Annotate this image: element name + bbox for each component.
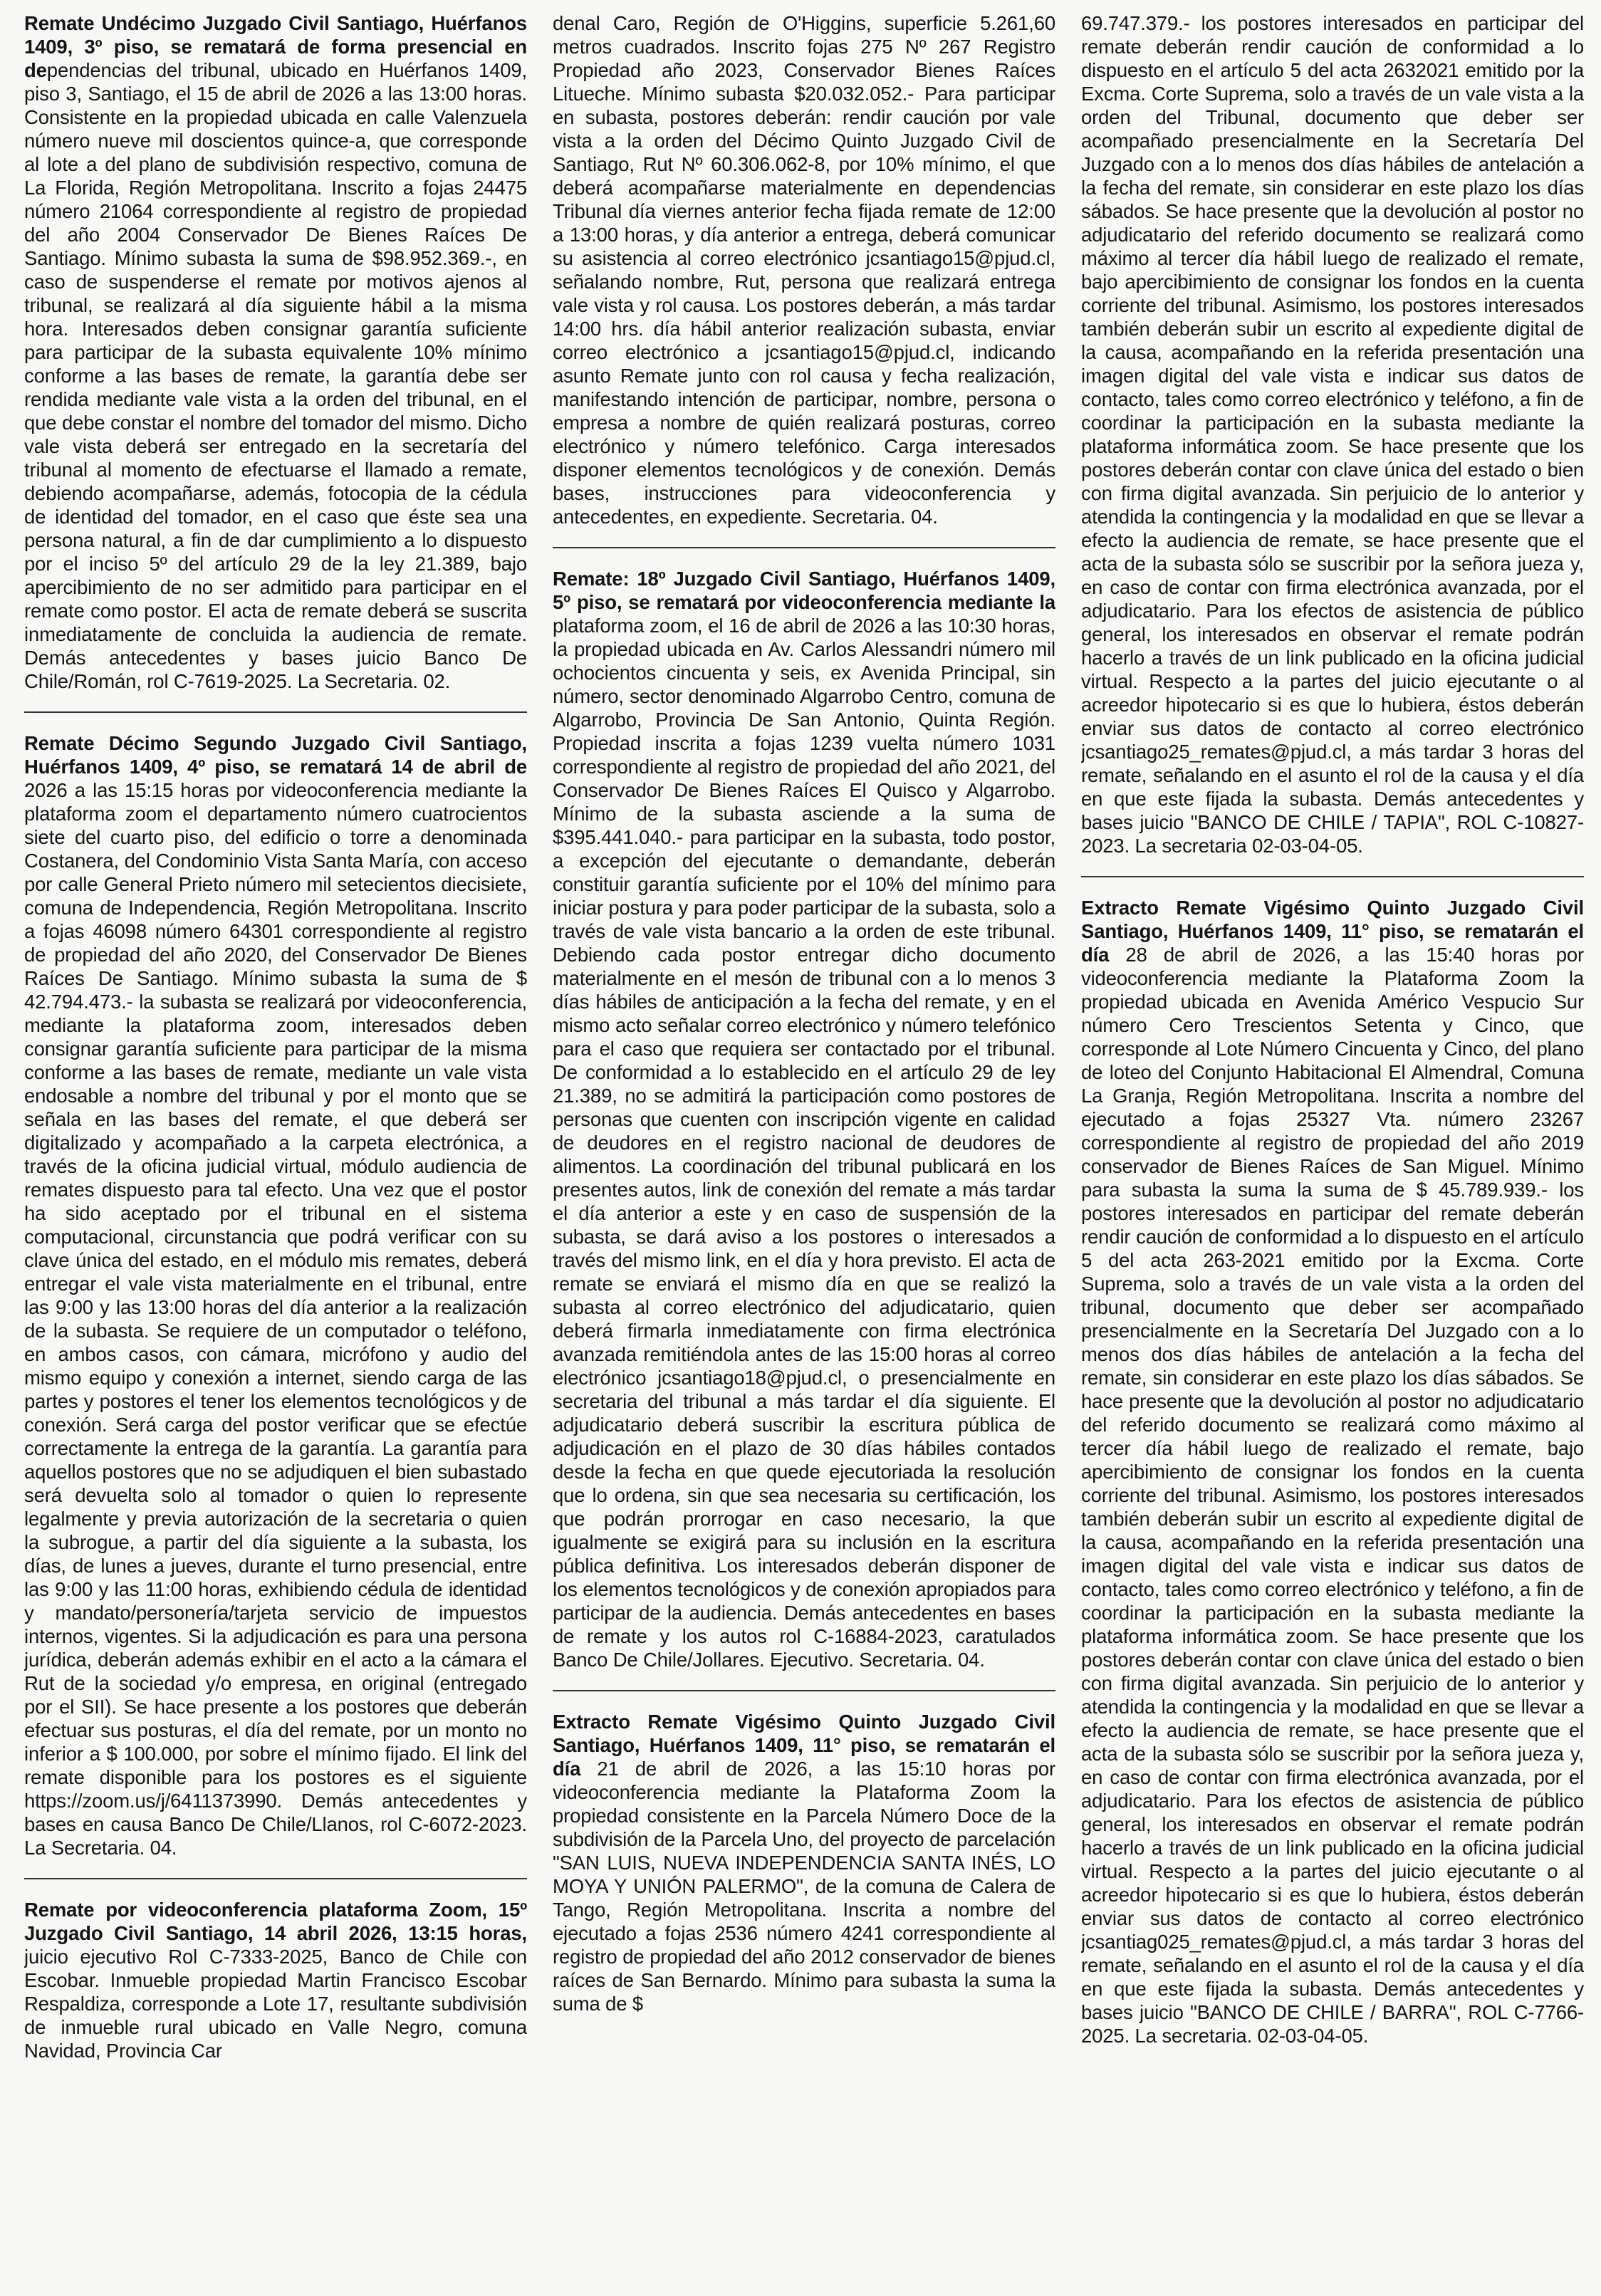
column-2 xyxy=(553,11,1055,2287)
notice-heading: Extracto Remate Vigésimo Quinto Juzgado Civil Santiago, Huérfanos 1409, 11° piso, se rematarán el día xyxy=(553,1711,1055,1780)
divider-rule xyxy=(1081,876,1584,877)
notice-remate-15-juzgado-continued xyxy=(553,11,1055,528)
notice-remate-15-juzgado-start xyxy=(24,1898,527,2062)
notice-remate-25-juzgado-b xyxy=(1081,896,1584,2047)
divider-rule xyxy=(24,1878,527,1879)
notice-remate-12-juzgado xyxy=(24,731,527,1859)
notice-remate-18-juzgado xyxy=(553,567,1055,1671)
notice-heading: Remate por videoconferencia plataforma Zoom, 15º Juzgado Civil Santiago, 14 abril 2026, 13:15 horas, xyxy=(24,1899,527,1944)
notice-body: plataforma zoom, el 16 de abril de 2026 a las 10:30 horas, la propiedad ubicada en Av. Carlos Alessandri número mil ochocientos cincuenta y seis, ex Avenida Principal, sin número, sector denominado Algarrobo Centro, comuna de Algarrobo, Provincia De San Antonio, Quinta Región. Propiedad inscrita a fojas 1239 vuelta número 1031 correspondiente al registro de propiedad del año 2021, del Conservador De Bienes Raíces El Quisco y Algarrobo. Mínimo de la subasta asciende a la suma de $395.441.040.- para participar en la subasta, todo postor, a excepción del ejecutante o demandante, deberán constituir garantía suficiente por el 10% del mínimo para iniciar postura y para poder participar de la subasta, solo a través de vale vista bancario a la orden de este tribunal. Debiendo cada postor entregar dicho documento materialmente en el mesón de tribunal con a lo menos 3 días hábiles de anticipación a la fecha del remate, y en el mismo acto señalar correo electrónico y número telefónico para el caso que requiera ser contactado por el tribunal. De conformidad a lo establecido en el artículo 29 de ley 21.389, no se admitirá la participación como postores de personas que cuenten con inscripción vigente en calidad de deudores en el registro nacional de deudores de alimentos. La coordinación del tribunal publicará en los presentes autos, link de conexión del remate a más tardar el día anterior a este y en caso de suspensión de la subasta, se dará aviso a los postores o interesados a través del mismo link, en el día y hora previsto. El acta de remate se enviará el mismo día en que se realizó la subasta al correo electrónico del adjudicatario, quien deberá firmarla inmediatamente con firma electrónica avanzada remitiéndola antes de las 15:00 horas al correo electrónico jcsantiago18@pjud.cl, o presencialmente en secretaria del tribunal a más tardar el día siguiente. El adjudicatario deberá suscribir la escritura pública de adjudicación en el plazo de 30 días hábiles contados desde la fecha en que quede ejecutoriada la resolución que lo ordena, sin que sea necesaria su certificación, los que podrán prorrogar en caso necesario, la que igualmente se exigirá para su inclusión en la escritura pública definitiva. Los interesados deberán disponer de los elementos tecnológicos y de conexión apropiados para participar de la audiencia. Demás antecedentes en bases de remate y los autos rol C-16884-2023, caratulados Banco De Chile/Jollares. Ejecutivo. Secretaria. 04. xyxy=(553,615,1055,1671)
divider-rule xyxy=(553,547,1055,548)
divider-rule xyxy=(24,711,527,713)
notice-heading: Extracto Remate Vigésimo Quinto Juzgado Civil Santiago, Huérfanos 1409, 11° piso, se rematarán el día xyxy=(1081,897,1584,966)
notice-heading: Remate Décimo Segundo Juzgado Civil Santiago, Huérfanos 1409, 4º piso, se rematará 14 de abril de xyxy=(24,732,527,778)
notice-heading: Remate: 18º Juzgado Civil Santiago, Huérfanos 1409, 5º piso, se rematará por videoconferencia mediante la xyxy=(553,568,1055,613)
column-3 xyxy=(1081,11,1584,2287)
notice-remate-25-juzgado-a-continued xyxy=(1081,11,1584,857)
notice-body: pendencias del tribunal, ubicado en Huérfanos 1409, piso 3, Santiago, el 15 de abril de 2026 a las 13:00 horas. Consistente en la propiedad ubicada en calle Valenzuela número nueve mil doscientos quince-a, que corresponde al lote a del plano de subdivisión respectivo, comuna de La Florida, Región Metropolitana. Inscrito a fojas 24475 número 21064 correspondiente al registro de propiedad del año 2004 Conservador De Bienes Raíces De Santiago. Mínimo subasta la suma de $98.952.369.-, en caso de suspenderse el remate por motivos ajenos al tribunal, se realizará al día siguiente hábil a la misma hora. Interesados deben consignar garantía suficiente para participar de la subasta equivalente 10% mínimo conforme a las bases de remate, la garantía debe ser rendida mediante vale vista a la orden del tribunal, en el que debe constar el nombre del tomador del mismo. Dicho vale vista deberá ser entregado en la secretaría del tribunal al momento de efectuarse el llamado a remate, debiendo acompañarse, además, fotocopia de la cédula de identidad del tomador, en el caso que éste sea una persona natural, a fin de dar cumplimiento a lo dispuesto por el inciso 5º del artículo 29 de la ley 21.389, bajo apercibimiento de no ser admitido para participar en el remate como postor. El acta de remate deberá se suscrita inmediatamente de concluida la audiencia de remate. Demás antecedentes y bases juicio Banco De Chile/Román, rol C-7619-2025. La Secretaria. 02. xyxy=(24,59,527,692)
notice-body: juicio ejecutivo Rol C-7333-2025, Banco de Chile con Escobar. Inmueble propiedad Martin Francisco Escobar Respaldiza, corresponde a Lote 17, resultante subdivisión de inmueble rural ubicado en Valle Negro, comuna Navidad, Provincia Car xyxy=(24,1946,527,2062)
column-1 xyxy=(24,11,527,2287)
divider-rule xyxy=(553,1690,1055,1691)
notice-body: 2026 a las 15:15 horas por videoconferencia mediante la plataforma zoom el departamento número cuatrocientos siete del cuarto piso, del edificio o torre a denominada Costanera, del Condominio Vista Santa María, con acceso por calle General Prieto número mil setecientos diecisiete, comuna de Independencia, Región Metropolitana. Inscrito a fojas 46098 número 64301 correspondiente al registro de propiedad del año 2020, del Conservador De Bienes Raíces De Santiago. Mínimo subasta la suma de $ 42.794.473.- la subasta se realizará por videoconferencia, mediante la plataforma zoom, interesados deben consignar garantía suficiente para participar de la misma conforme a las bases de remate, mediante un vale vista endosable a nombre del tribunal y por el monto que se señala en las bases del remate, el que deberá ser digitalizado y acompañado a la carpeta electrónica, a través de la oficina judicial virtual, módulo audiencia de remates dispuesto para tal efecto. Una vez que el postor ha sido aceptado por el tribunal en el sistema computacional, circunstancia que podrá verificar con su clave única del estado, en el módulo mis remates, deberá entregar el vale vista materialmente en el tribunal, entre las 9:00 y las 13:00 horas del día anterior a la realización de la subasta. Se requiere de un computador o teléfono, en ambos casos, con cámara, micrófono y audio del mismo equipo y conexión a internet, siendo carga de las partes y postores el tener los elementos tecnológicos y de conexión. Será carga del postor verificar que se efectúe correctamente la entrega de la garantía. La garantía para aquellos postores que no se adjudiquen el bien subastado será devuelta solo al tomador o quien lo represente legalmente y previa autorización de la secretaria o quien la subrogue, a partir del día siguiente a la subasta, los días, de lunes a jueves, durante el turno presencial, entre las 9:00 y las 11:00 horas, exhibiendo cédula de identidad y mandato/personería/tarjeta servicio de impuestos internos, vigentes. Si la adjudicación es para una persona jurídica, deberán además exhibir en el acto a la cámara el Rut de la sociedad y/o empresa, en original (entregado por el SII). Se hace presente a los postores que deberán efectuar sus posturas, el día del remate, por un monto no inferior a $ 100.000, por sobre el mínimo fijado. El link del remate disponible para los postores es el siguiente https://zoom.us/j/6411373990. Demás antecedentes y bases en causa Banco De Chile/Llanos, rol C-6072-2023. La Secretaria. 04. xyxy=(24,779,527,1859)
notice-body: 21 de abril de 2026, a las 15:10 horas por videoconferencia mediante la Plataforma Zoom la propiedad consistente en la Parcela Número Doce de la subdivisión de la Parcela Uno, del proyecto de parcelación "SAN LUIS, NUEVA INDEPENDENCIA SANTA INÉS, LO MOYA Y UNIÓN PALERMO", de la comuna de Calera de Tango, Región Metropolitana. Inscrita a nombre del ejecutado a fojas 2536 número 4241 correspondiente al registro de propiedad del año 2012 conservador de bienes raíces de San Bernardo. Mínimo para subasta la suma la suma de $ xyxy=(553,1758,1055,2015)
notice-remate-11-juzgado xyxy=(24,11,527,693)
notice-heading: Remate Undécimo Juzgado Civil Santiago, Huérfanos 1409, 3º piso, se rematará de forma presencial en de xyxy=(24,12,527,81)
notice-remate-25-juzgado-a-start xyxy=(553,1710,1055,2015)
notice-body: 28 de abril de 2026, a las 15:40 horas por videoconferencia mediante la Plataforma Zoom la propiedad ubicada en Avenida Américo Vespucio Sur número Cero Trescientos Setenta y Cinco, que corresponde al Lote Número Cincuenta y Cinco, del plano de loteo del Conjunto Habitacional El Almendral, Comuna La Granja, Región Metropolitana. Inscrita a nombre del ejecutado a fojas 25327 Vta. número 23267 correspondiente al registro de propiedad del año 2019 conservador de Bienes Raíces de San Miguel. Mínimo para subasta la suma la suma de $ 45.789.939.- los postores interesados en participar del remate deberán rendir caución de conformidad a lo dispuesto en el artículo 5 del acta 263-2021 emitido por la Excma. Corte Suprema, solo a través de un vale vista a la orden del tribunal, documento que deber ser acompañado presencialmente en la Secretaría Del Juzgado con a lo menos dos días hábiles de antelación a la fecha del remate, sin considerar en este plazo los días sábados. Se hace presente que la devolución al postor no adjudicatario del referido documento se realizará como máximo al tercer día hábil luego de realizado el remate, bajo apercibimiento de consignar los fondos en la cuenta corriente del tribunal. Asimismo, los postores interesados también deberán subir un escrito al expediente digital de la causa, acompañando en la referida presentación una imagen digital del vale vista e indicar sus datos de contacto, tales como correo electrónico y teléfono, a fin de coordinar la participación en la subasta mediante la plataforma informática zoom. Se hace presente que los postores deberán contar con clave única del estado o bien con firma digital avanzada. Sin perjuicio de lo anterior y atendida la contingencia y la modalidad en que se llevar a efecto la audiencia de remate, se hace presente que el acta de la subasta sólo se suscribir por la señora jueza y, en caso de contar con firma electrónica avanzada, por el adjudicatario. Para los efectos de asistencia de público general, los interesados en observar el remate podrán hacerlo a través de un link publicado en la oficina judicial virtual. Respecto a la partes del juicio ejecutante o al acreedor hipotecario si es que lo hubiera, éstos deberán enviar sus datos de contacto al correo electrónico jcsantiag025_remates@pjud.cl, a más tardar 3 horas del remate, señalando en el asunto el rol de la causa y el día en que este fijada la subasta. Demás antecedentes y bases juicio "BANCO DE CHILE / BARRA", ROL C-7766-2025. La secretaria. 02-03-04-05. xyxy=(1081,944,1584,2047)
notice-body: 69.747.379.- los postores interesados en participar del remate deberán rendir caución de conformidad a lo dispuesto en el artículo 5 del acta 2632021 emitido por la Excma. Corte Suprema, solo a través de un vale vista a la orden del Tribunal, documento que deber ser acompañado presencialmente en la Secretaría Del Juzgado con a lo menos dos días hábiles de antelación a la fecha del remate, sin considerar en este plazo los días sábados. Se hace presente que la devolución al postor no adjudicatario del referido documento se realizará como máximo al tercer día hábil luego de realizado el remate, bajo apercibimiento de consignar los fondos en la cuenta corriente del tribunal. Asimismo, los postores interesados también deberán subir un escrito al expediente digital de la causa, acompañando en la referida presentación una imagen digital del vale vista e indicar sus datos de contacto, tales como correo electrónico y teléfono, a fin de coordinar la participación en la subasta mediante la plataforma informática zoom. Se hace presente que los postores deberán contar con clave única del estado o bien con firma digital avanzada. Sin perjuicio de lo anterior y atendida la contingencia y la modalidad en que se llevar a efecto la audiencia de remate, se hace presente que el acta de la subasta sólo se suscribir por la señora jueza y, en caso de contar con firma electrónica avanzada, por el adjudicatario. Para los efectos de asistencia de público general, los interesados en observar el remate podrán hacerlo a través de un link publicado en la oficina judicial virtual. Respecto a la partes del juicio ejecutante o al acreedor hipotecario si es que lo hubiera, éstos deberán enviar sus datos de contacto al correo electrónico jcsantiago25_remates@pjud.cl, a más tardar 3 horas del remate, señalando en el asunto el rol de la causa y el día en que este fijada la subasta. Demás antecedentes y bases juicio "BANCO DE CHILE / TAPIA", ROL C-10827-2023. La secretaria 02-03-04-05. xyxy=(1081,12,1584,857)
notice-body: denal Caro, Región de O'Higgins, superficie 5.261,60 metros cuadrados. Inscrito fojas 275 Nº 267 Registro Propiedad año 2023, Conservador Bienes Raíces Litueche. Mínimo subasta $20.032.052.- Para participar en subasta, postores deberán: rendir caución por vale vista a la orden del Décimo Quinto Juzgado Civil de Santiago, Rut Nº 60.306.062-8, por 10% mínimo, el que deberá acompañarse materialmente en dependencias Tribunal día viernes anterior fecha fijada remate de 12:00 a 13:00 horas, y día anterior a entrega, deberá comunicar su asistencia al correo electrónico jcsantiago15@pjud.cl, señalando nombre, Rut, persona que realizará entrega vale vista y rol causa. Los postores deberán, a más tardar 14:00 hrs. día hábil anterior realización subasta, enviar correo electrónico a jcsantiago15@pjud.cl, indicando asunto Remate junto con rol causa y fecha realización, manifestando intención de participar, nombre, persona o empresa a nombre de quién realizará posturas, correo electrónico y número telefónico. Carga interesados disponer elementos tecnológicos y de conexión. Demás bases, instrucciones para videoconferencia y antecedentes, en expediente. Secretaria. 04. xyxy=(553,12,1055,528)
classified-notices-page xyxy=(24,11,1584,2287)
